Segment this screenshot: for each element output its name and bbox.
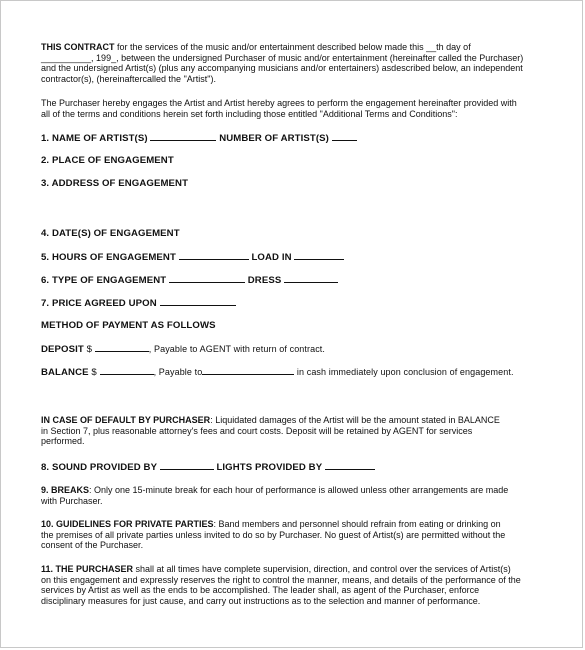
sound-provided-blank[interactable] <box>160 461 214 470</box>
name-of-artist-label: 1. NAME OF ARTIST(S) <box>41 133 148 144</box>
dates-of-engagement-row <box>41 228 180 239</box>
place-of-engagement-label: 2. PLACE OF ENGAGEMENT <box>41 155 174 166</box>
type-of-engagement-row <box>41 274 338 286</box>
lights-provided-label: LIGHTS PROVIDED BY <box>216 462 323 473</box>
intro-line-1: for the services of the music and/or entertainment described below made this __th day of <box>114 42 471 52</box>
sound-lights-row <box>41 461 375 473</box>
balance-label: BALANCE <box>41 367 89 378</box>
balance-row <box>41 366 514 378</box>
default-line-3: performed. <box>41 436 85 447</box>
hours-of-engagement-row <box>41 251 344 263</box>
default-line-2: in Section 7, plus reasonable attorney's fees and court costs. Deposit will be retained by AGENT for services <box>41 425 473 436</box>
guidelines-line-3: consent of the Purchaser. <box>41 540 144 551</box>
number-of-artist-label: NUMBER OF ARTIST(S) <box>219 133 329 144</box>
hours-of-engagement-blank[interactable] <box>179 251 249 260</box>
address-of-engagement-label: 3. ADDRESS OF ENGAGEMENT <box>41 178 189 189</box>
purchaser-paragraph <box>41 564 551 606</box>
breaks-line-2: with Purchaser. <box>41 495 103 506</box>
guidelines-line-2: the premises of all private parties unless invited to do so by Purchaser. No guest of Artist(s) are permitted without the <box>41 529 506 540</box>
method-of-payment-label: METHOD OF PAYMENT AS FOLLOWS <box>41 320 216 331</box>
engagement-line-1: The Purchaser hereby engages the Artist and Artist hereby agrees to perform the engagement hereinafter provided with <box>41 98 517 108</box>
guidelines-paragraph <box>41 519 551 551</box>
balance-dollar: $ <box>88 367 97 378</box>
balance-payable-to: , Payable to <box>153 367 203 377</box>
sound-provided-label: 8. SOUND PROVIDED BY <box>41 462 157 473</box>
dress-blank[interactable] <box>284 274 338 283</box>
intro-line-4: contractor(s), (hereinaftercalled the "Artist"). <box>41 73 216 84</box>
dates-of-engagement-label: 4. DATE(S) OF ENGAGEMENT <box>41 228 180 239</box>
deposit-text: , Payable to AGENT with return of contract. <box>148 344 326 354</box>
purchaser-line-4: disciplinary measures for just cause, and carry out instructions as to the selection and manner of performance. <box>41 595 481 606</box>
type-of-engagement-label: 6. TYPE OF ENGAGEMENT <box>41 275 167 286</box>
intro-line-2: __________, 199_, between the undersigned Purchaser of music and/or entertainment (hereinafter called the Purchaser) <box>41 52 524 63</box>
purchaser-line-2: on this engagement and expressly reserves the right to control the manner, means, and details of the performance of the <box>41 574 521 585</box>
purchaser-line-3: services by Artist as well as the ends to be accomplished. The leader shall, as agent of the Purchaser, enforce <box>41 585 480 596</box>
breaks-lead: 9. BREAKS <box>41 485 90 495</box>
default-paragraph <box>41 415 551 447</box>
balance-amount-blank[interactable] <box>100 366 154 375</box>
deposit-amount-blank[interactable] <box>95 343 149 352</box>
intro-paragraph <box>41 42 551 84</box>
type-of-engagement-blank[interactable] <box>169 274 245 283</box>
place-of-engagement-row <box>41 155 174 166</box>
deposit-label: DEPOSIT <box>41 344 84 355</box>
address-of-engagement-row <box>41 178 188 189</box>
lights-provided-blank[interactable] <box>325 461 375 470</box>
deposit-dollar: $ <box>83 344 93 355</box>
default-lead: IN CASE OF DEFAULT BY PURCHASER <box>41 415 211 425</box>
breaks-paragraph <box>41 485 551 506</box>
guidelines-lead: 10. GUIDELINES FOR PRIVATE PARTIES <box>41 519 214 529</box>
dress-label: DRESS <box>247 275 282 286</box>
breaks-line-1: : Only one 15-minute break for each hour of performance is allowed unless other arrangements are made <box>89 485 509 495</box>
intro-lead: THIS CONTRACT <box>41 42 115 52</box>
load-in-blank[interactable] <box>294 251 344 260</box>
price-agreed-blank[interactable] <box>160 297 236 306</box>
number-of-artist-blank[interactable] <box>332 132 357 141</box>
deposit-row <box>41 343 325 355</box>
name-of-artist-row <box>41 132 357 144</box>
purchaser-lead: 11. THE PURCHASER <box>41 564 134 574</box>
method-of-payment-row <box>41 320 216 331</box>
balance-payee-blank[interactable] <box>202 366 294 375</box>
engagement-line-2: all of the terms and conditions herein set forth including those entitled "Additional Terms and Conditions": <box>41 108 458 119</box>
name-of-artist-blank[interactable] <box>150 132 216 141</box>
load-in-label: LOAD IN <box>251 252 292 263</box>
hours-of-engagement-label: 5. HOURS OF ENGAGEMENT <box>41 252 176 263</box>
default-line-1: : Liquidated damages of the Artist will be the amount stated in BALANCE <box>210 415 500 425</box>
balance-text: in cash immediately upon conclusion of engagement. <box>294 367 514 377</box>
engagement-paragraph <box>41 98 551 119</box>
intro-line-3: and the undersigned Artist(s) (plus any accompanying musicians and/or entertainers) asdescribed below, an independent <box>41 63 523 74</box>
price-agreed-label: 7. PRICE AGREED UPON <box>41 298 157 309</box>
purchaser-line-1: shall at all times have complete supervision, direction, and control over the services of Artist(s) <box>133 564 511 574</box>
guidelines-line-1: : Band members and personnel should refrain from eating or drinking on <box>213 519 501 529</box>
price-agreed-row <box>41 297 236 309</box>
